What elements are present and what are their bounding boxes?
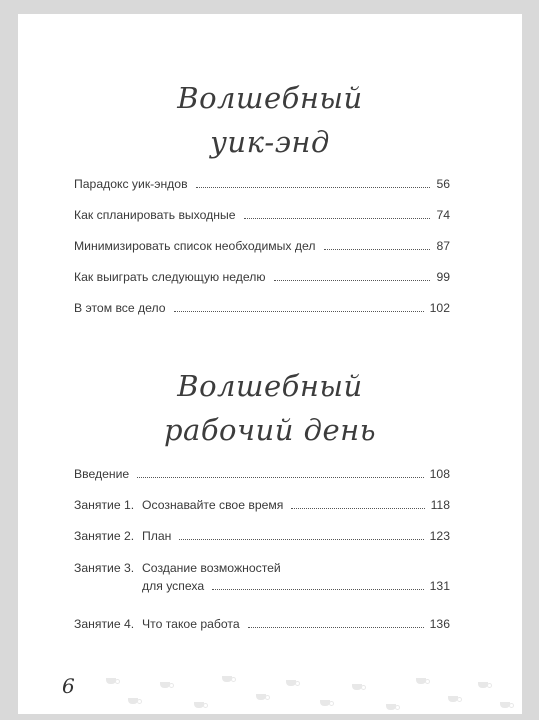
- toc-entry-label: План: [142, 529, 172, 543]
- cup-icon: [320, 700, 330, 706]
- toc-entry-page: 74: [436, 208, 450, 222]
- toc-entry-page: 131: [429, 579, 450, 593]
- leader-dots: [274, 280, 431, 281]
- toc-entry-label: Как выиграть следующую неделю: [74, 270, 266, 284]
- toc-entry-label: Что такое работа: [142, 617, 240, 631]
- cup-icon: [448, 696, 458, 702]
- toc-entry-label: Минимизировать список необходимых дел: [74, 239, 316, 253]
- heading-line: Волшебный: [177, 369, 363, 403]
- toc-entry-page: 99: [436, 270, 450, 284]
- cup-icon: [386, 704, 396, 710]
- heading-line: рабочий день: [163, 413, 377, 447]
- page-number: 6: [62, 674, 75, 698]
- toc-entry-label: Создание возможностей: [142, 561, 281, 575]
- toc-entry-page: 108: [429, 467, 450, 481]
- toc-entry-label-continued: для успеха: [142, 579, 205, 593]
- toc-entry-label: Парадокс уик-эндов: [74, 177, 188, 191]
- lesson-number: Занятие 2.: [74, 529, 135, 543]
- cup-icon: [160, 682, 170, 688]
- leader-dots: [137, 477, 423, 478]
- toc-entry-lesson[interactable]: [74, 558, 450, 594]
- toc-entry-page: 123: [429, 529, 450, 543]
- book-page: [18, 14, 522, 714]
- cup-icon: [106, 678, 116, 684]
- toc-entry-label: Осознавайте свое время: [142, 498, 284, 512]
- cup-icon: [478, 682, 488, 688]
- toc-entry-page: 87: [436, 239, 450, 253]
- toc-entry[interactable]: [74, 236, 450, 254]
- cup-icon: [286, 680, 296, 686]
- leader-dots: [174, 311, 424, 312]
- section-heading-weekend: [18, 76, 522, 164]
- leader-dots: [248, 627, 424, 628]
- toc-entry[interactable]: [74, 174, 450, 192]
- lesson-number: Занятие 3.: [74, 561, 135, 575]
- toc-entry-label: Как спланировать выходные: [74, 208, 236, 222]
- toc-entry[interactable]: [74, 205, 450, 223]
- cup-icon: [222, 676, 232, 682]
- leader-dots: [244, 218, 431, 219]
- leader-dots: [291, 508, 424, 509]
- toc-entry[interactable]: [74, 298, 450, 316]
- cup-icon: [256, 694, 266, 700]
- section-heading-workday: [18, 364, 522, 452]
- toc-entry-lesson[interactable]: [74, 526, 450, 544]
- toc-entry-page: 118: [430, 498, 450, 512]
- toc-entry-intro[interactable]: [74, 464, 450, 482]
- lesson-number: Занятие 4.: [74, 617, 135, 631]
- cup-icon: [352, 684, 362, 690]
- toc-entry-page: 56: [436, 177, 450, 191]
- heading-line: уик-энд: [210, 125, 330, 159]
- leader-dots: [196, 187, 431, 188]
- leader-dots: [179, 539, 423, 540]
- toc-entry-label: Введение: [74, 467, 130, 481]
- toc-entry[interactable]: [74, 267, 450, 285]
- leader-dots: [212, 589, 424, 590]
- cup-icon: [128, 698, 138, 704]
- leader-dots: [324, 249, 431, 250]
- cup-icon: [416, 678, 426, 684]
- toc-entry-lesson[interactable]: [74, 495, 450, 513]
- cup-icon: [194, 702, 204, 708]
- toc-entry-page: 136: [429, 617, 450, 631]
- heading-line: Волшебный: [177, 81, 363, 115]
- toc-entry-page: 102: [429, 301, 450, 315]
- toc-entry-label: В этом все дело: [74, 301, 166, 315]
- coffee-cup-pattern-decoration: [98, 670, 522, 714]
- lesson-number: Занятие 1.: [74, 498, 135, 512]
- toc-entry-lesson[interactable]: [74, 614, 450, 632]
- cup-icon: [500, 702, 510, 708]
